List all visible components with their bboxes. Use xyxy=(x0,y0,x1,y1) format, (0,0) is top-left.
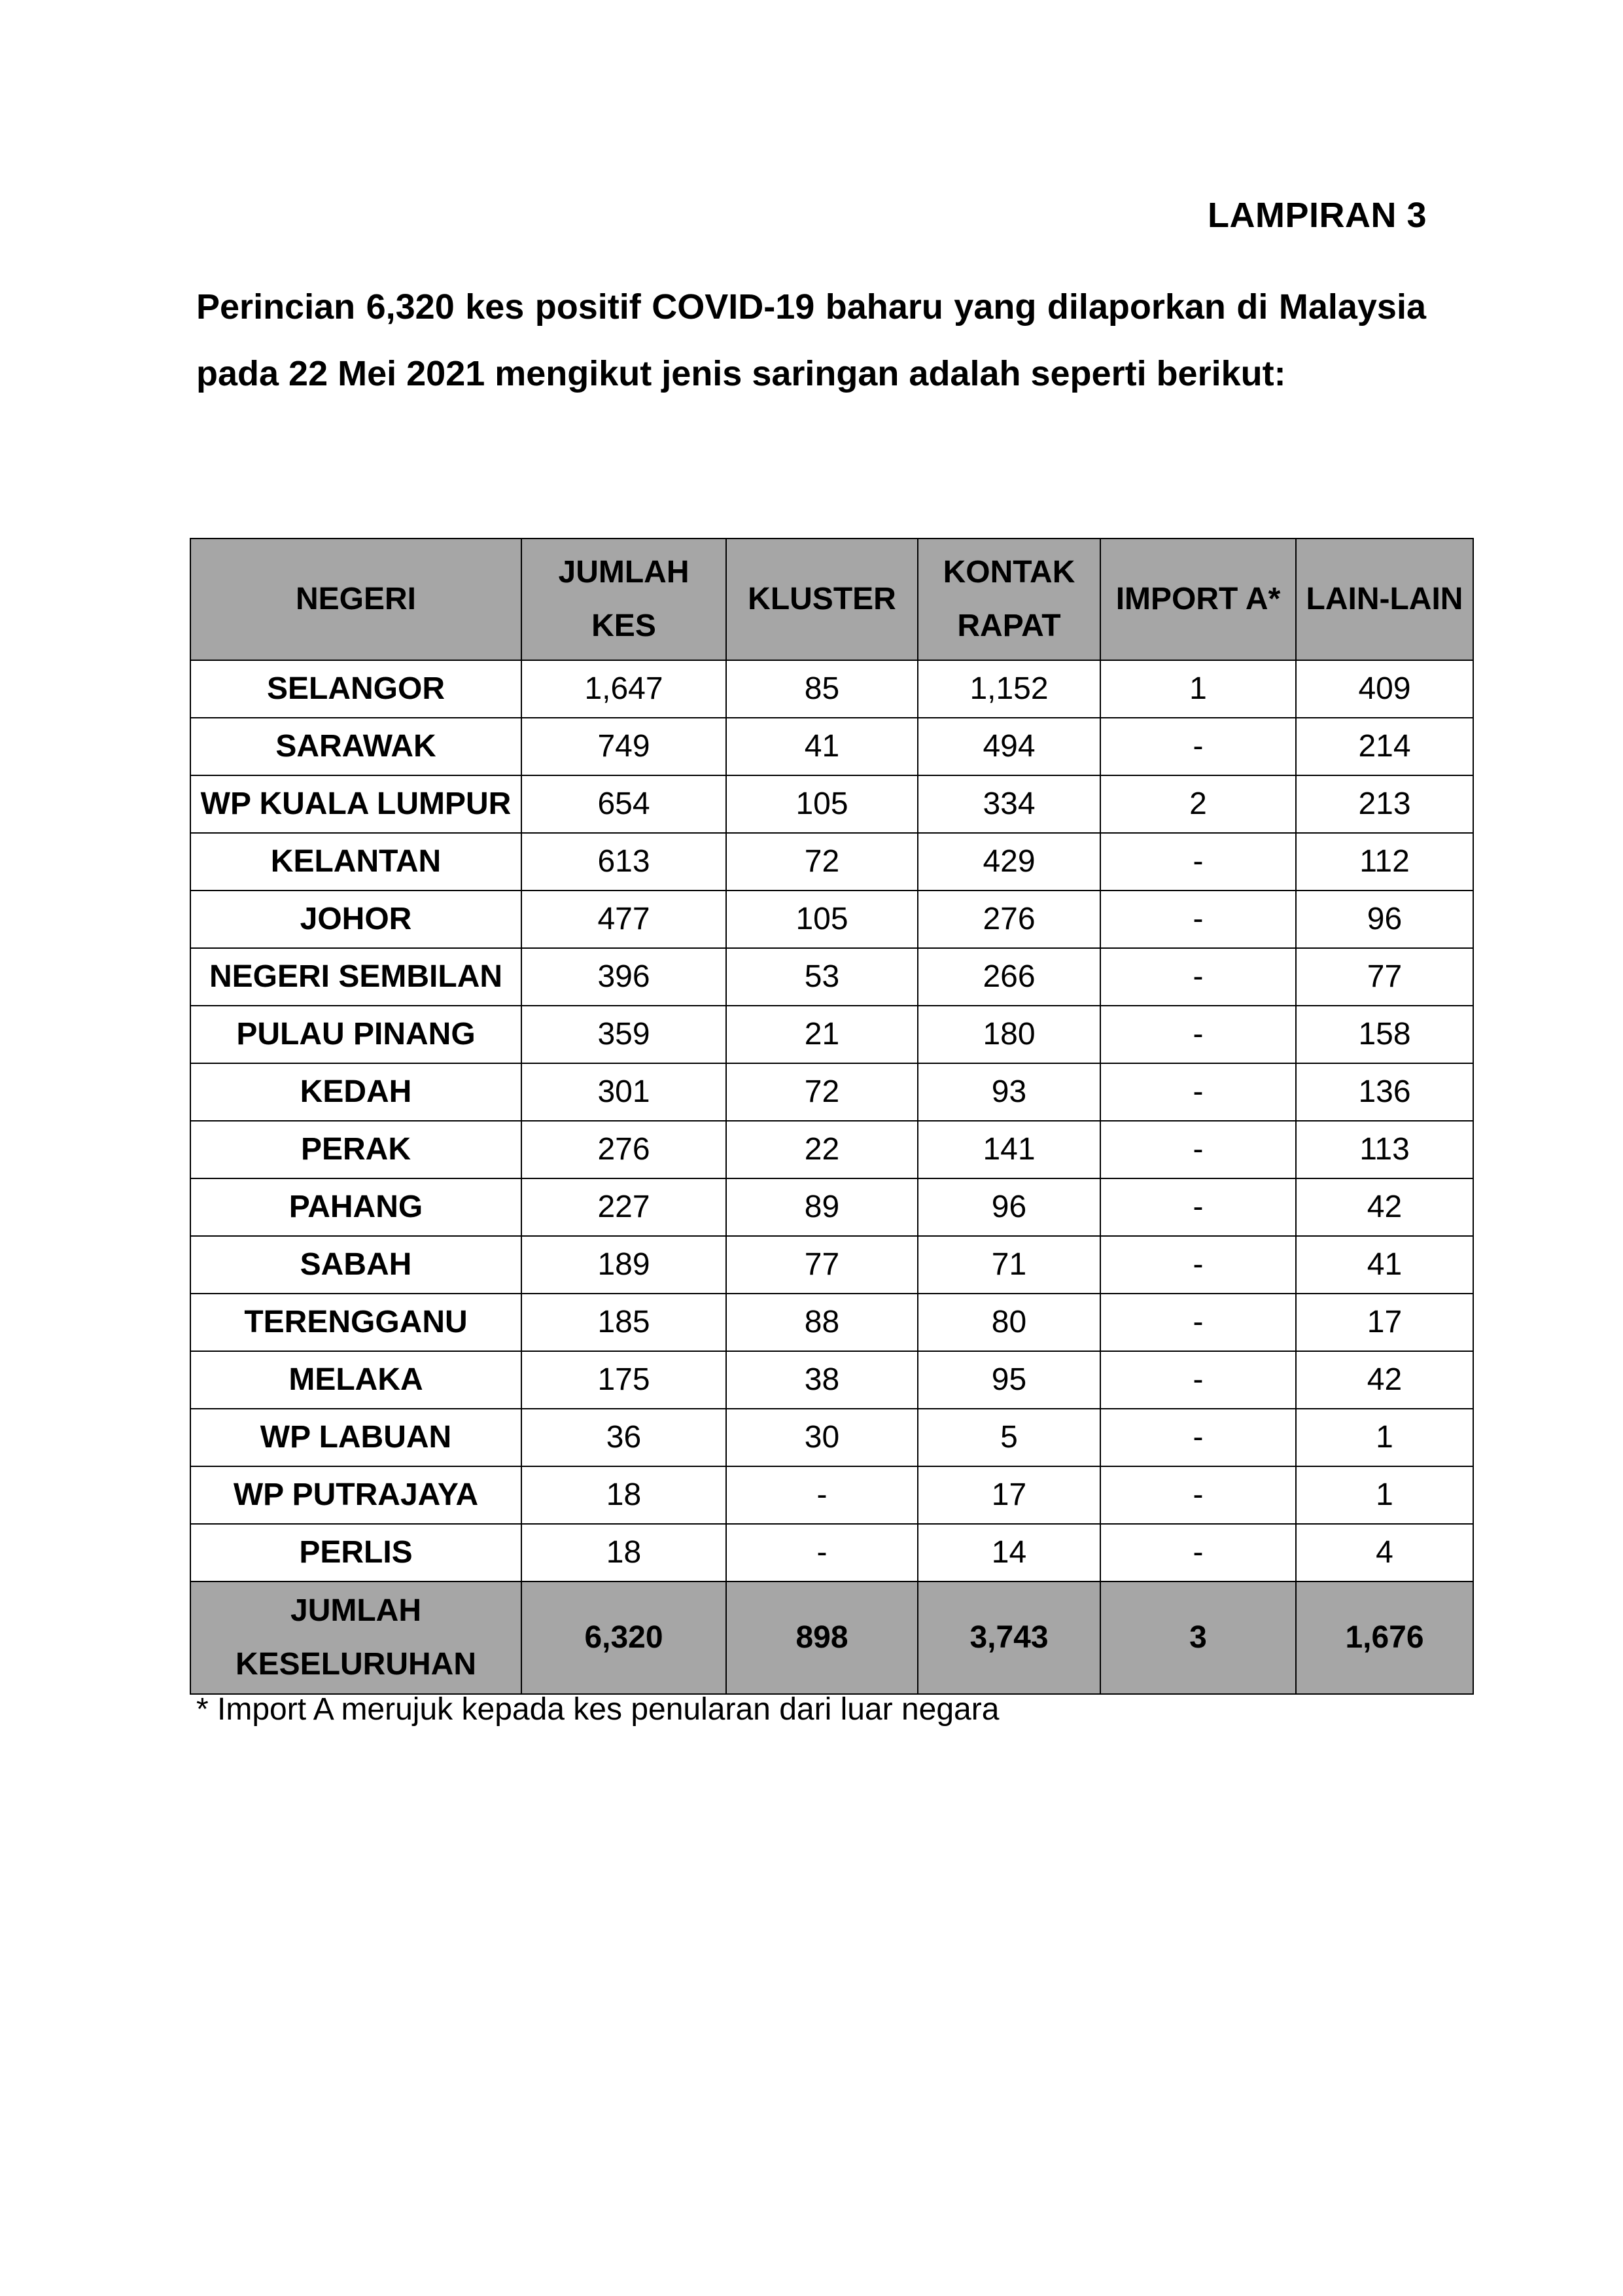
page-heading: LAMPIRAN 3 xyxy=(1207,196,1427,235)
intro-paragraph: Perincian 6,320 kes positif COVID-19 baharu yang dilaporkan di Malaysia pada 22 Mei 2021 mengikut jenis saringan adalah seperti berikut: xyxy=(196,287,1426,393)
jumlah-kes-cell: 36 xyxy=(521,1409,726,1466)
import-a-cell: - xyxy=(1100,1351,1296,1409)
lain-lain-cell: 42 xyxy=(1296,1351,1473,1409)
kontak-rapat-cell: 276 xyxy=(918,891,1100,948)
total-import-a: 3 xyxy=(1100,1581,1296,1694)
state-name: JOHOR xyxy=(190,891,521,948)
lain-lain-cell: 213 xyxy=(1296,775,1473,833)
kontak-rapat-cell: 334 xyxy=(918,775,1100,833)
header-jumlah-kes-line1: JUMLAH xyxy=(558,555,689,590)
import-a-cell: - xyxy=(1100,1063,1296,1121)
table-row xyxy=(190,660,1473,718)
kluster-cell: 72 xyxy=(726,1063,918,1121)
jumlah-kes-cell: 301 xyxy=(521,1063,726,1121)
table-row xyxy=(190,1351,1473,1409)
total-row xyxy=(190,1581,1473,1694)
kontak-rapat-cell: 17 xyxy=(918,1466,1100,1524)
jumlah-kes-cell: 189 xyxy=(521,1236,726,1294)
lain-lain-cell: 1 xyxy=(1296,1466,1473,1524)
kluster-cell: 105 xyxy=(726,775,918,833)
table-row xyxy=(190,1466,1473,1524)
kontak-rapat-cell: 141 xyxy=(918,1121,1100,1178)
import-a-cell: - xyxy=(1100,1121,1296,1178)
header-lain-lain xyxy=(1296,539,1473,660)
header-import-a-label: IMPORT A* xyxy=(1115,582,1281,616)
header-negeri xyxy=(190,539,521,660)
kluster-cell: 38 xyxy=(726,1351,918,1409)
kontak-rapat-cell: 266 xyxy=(918,948,1100,1006)
table-row xyxy=(190,891,1473,948)
table-header-row xyxy=(190,539,1473,660)
lain-lain-cell: 409 xyxy=(1296,660,1473,718)
kontak-rapat-cell: 5 xyxy=(918,1409,1100,1466)
kluster-cell: 88 xyxy=(726,1294,918,1351)
kontak-rapat-cell: 96 xyxy=(918,1178,1100,1236)
jumlah-kes-cell: 613 xyxy=(521,833,726,891)
state-name: PULAU PINANG xyxy=(190,1006,521,1063)
kluster-cell: 21 xyxy=(726,1006,918,1063)
table-row xyxy=(190,1063,1473,1121)
total-label-line2: KESELURUHAN xyxy=(235,1647,476,1682)
table-row xyxy=(190,1121,1473,1178)
header-jumlah-kes xyxy=(521,539,726,660)
kluster-cell: 105 xyxy=(726,891,918,948)
cases-by-state-table xyxy=(190,538,1474,1695)
jumlah-kes-cell: 227 xyxy=(521,1178,726,1236)
lain-lain-cell: 214 xyxy=(1296,718,1473,775)
table-body xyxy=(190,660,1473,1581)
total-label xyxy=(190,1581,521,1694)
import-a-cell: - xyxy=(1100,1409,1296,1466)
state-name: PERAK xyxy=(190,1121,521,1178)
total-jumlah-kes: 6,320 xyxy=(521,1581,726,1694)
import-a-cell: - xyxy=(1100,1178,1296,1236)
total-label-line1: JUMLAH xyxy=(290,1593,421,1628)
state-name: WP LABUAN xyxy=(190,1409,521,1466)
header-lain-lain-label: LAIN-LAIN xyxy=(1306,582,1463,616)
kontak-rapat-cell: 95 xyxy=(918,1351,1100,1409)
import-a-cell: - xyxy=(1100,891,1296,948)
lain-lain-cell: 1 xyxy=(1296,1409,1473,1466)
kluster-cell: 89 xyxy=(726,1178,918,1236)
footnote: * Import A merujuk kepada kes penularan dari luar negara xyxy=(196,1692,1000,1727)
lain-lain-cell: 158 xyxy=(1296,1006,1473,1063)
kontak-rapat-cell: 14 xyxy=(918,1524,1100,1581)
kluster-cell: 30 xyxy=(726,1409,918,1466)
import-a-cell: - xyxy=(1100,1524,1296,1581)
state-name: WP KUALA LUMPUR xyxy=(190,775,521,833)
header-jumlah-kes-line2: KES xyxy=(591,609,656,643)
kontak-rapat-cell: 71 xyxy=(918,1236,1100,1294)
header-kontak-rapat xyxy=(918,539,1100,660)
total-kluster: 898 xyxy=(726,1581,918,1694)
state-name: NEGERI SEMBILAN xyxy=(190,948,521,1006)
import-a-cell: - xyxy=(1100,1236,1296,1294)
import-a-cell: - xyxy=(1100,1006,1296,1063)
jumlah-kes-cell: 749 xyxy=(521,718,726,775)
state-name: PAHANG xyxy=(190,1178,521,1236)
kluster-cell: 77 xyxy=(726,1236,918,1294)
kontak-rapat-cell: 80 xyxy=(918,1294,1100,1351)
import-a-cell: - xyxy=(1100,833,1296,891)
kluster-cell: 41 xyxy=(726,718,918,775)
table-row xyxy=(190,775,1473,833)
import-a-cell: - xyxy=(1100,718,1296,775)
kontak-rapat-cell: 180 xyxy=(918,1006,1100,1063)
header-kluster xyxy=(726,539,918,660)
table-row xyxy=(190,718,1473,775)
lain-lain-cell: 17 xyxy=(1296,1294,1473,1351)
header-kontak-rapat-line1: KONTAK xyxy=(943,555,1075,590)
state-name: TERENGGANU xyxy=(190,1294,521,1351)
kluster-cell: 72 xyxy=(726,833,918,891)
state-name: KELANTAN xyxy=(190,833,521,891)
import-a-cell: - xyxy=(1100,1294,1296,1351)
table-row xyxy=(190,833,1473,891)
header-kontak-rapat-line2: RAPAT xyxy=(957,609,1061,643)
lain-lain-cell: 42 xyxy=(1296,1178,1473,1236)
import-a-cell: 2 xyxy=(1100,775,1296,833)
table-row xyxy=(190,1236,1473,1294)
lain-lain-cell: 4 xyxy=(1296,1524,1473,1581)
jumlah-kes-cell: 175 xyxy=(521,1351,726,1409)
jumlah-kes-cell: 18 xyxy=(521,1466,726,1524)
kontak-rapat-cell: 429 xyxy=(918,833,1100,891)
state-name: SELANGOR xyxy=(190,660,521,718)
total-kontak-rapat: 3,743 xyxy=(918,1581,1100,1694)
jumlah-kes-cell: 359 xyxy=(521,1006,726,1063)
lain-lain-cell: 112 xyxy=(1296,833,1473,891)
kluster-cell: - xyxy=(726,1466,918,1524)
kluster-cell: 22 xyxy=(726,1121,918,1178)
kontak-rapat-cell: 494 xyxy=(918,718,1100,775)
table-row xyxy=(190,1294,1473,1351)
state-name: MELAKA xyxy=(190,1351,521,1409)
jumlah-kes-cell: 654 xyxy=(521,775,726,833)
header-kluster-label: KLUSTER xyxy=(748,582,896,616)
lain-lain-cell: 41 xyxy=(1296,1236,1473,1294)
state-name: SABAH xyxy=(190,1236,521,1294)
kluster-cell: 85 xyxy=(726,660,918,718)
cases-table-container xyxy=(190,538,1474,1695)
state-name: KEDAH xyxy=(190,1063,521,1121)
table-row xyxy=(190,1178,1473,1236)
import-a-cell: 1 xyxy=(1100,660,1296,718)
kontak-rapat-cell: 1,152 xyxy=(918,660,1100,718)
jumlah-kes-cell: 276 xyxy=(521,1121,726,1178)
kluster-cell: - xyxy=(726,1524,918,1581)
state-name: SARAWAK xyxy=(190,718,521,775)
kluster-cell: 53 xyxy=(726,948,918,1006)
jumlah-kes-cell: 1,647 xyxy=(521,660,726,718)
jumlah-kes-cell: 18 xyxy=(521,1524,726,1581)
table-row xyxy=(190,1006,1473,1063)
import-a-cell: - xyxy=(1100,948,1296,1006)
header-import-a xyxy=(1100,539,1296,660)
state-name: PERLIS xyxy=(190,1524,521,1581)
import-a-cell: - xyxy=(1100,1466,1296,1524)
kontak-rapat-cell: 93 xyxy=(918,1063,1100,1121)
lain-lain-cell: 96 xyxy=(1296,891,1473,948)
state-name: WP PUTRAJAYA xyxy=(190,1466,521,1524)
lain-lain-cell: 77 xyxy=(1296,948,1473,1006)
total-lain-lain: 1,676 xyxy=(1296,1581,1473,1694)
jumlah-kes-cell: 185 xyxy=(521,1294,726,1351)
lain-lain-cell: 113 xyxy=(1296,1121,1473,1178)
lain-lain-cell: 136 xyxy=(1296,1063,1473,1121)
header-negeri-label: NEGERI xyxy=(295,582,417,616)
table-row xyxy=(190,1409,1473,1466)
jumlah-kes-cell: 396 xyxy=(521,948,726,1006)
jumlah-kes-cell: 477 xyxy=(521,891,726,948)
table-row xyxy=(190,1524,1473,1581)
table-row xyxy=(190,948,1473,1006)
